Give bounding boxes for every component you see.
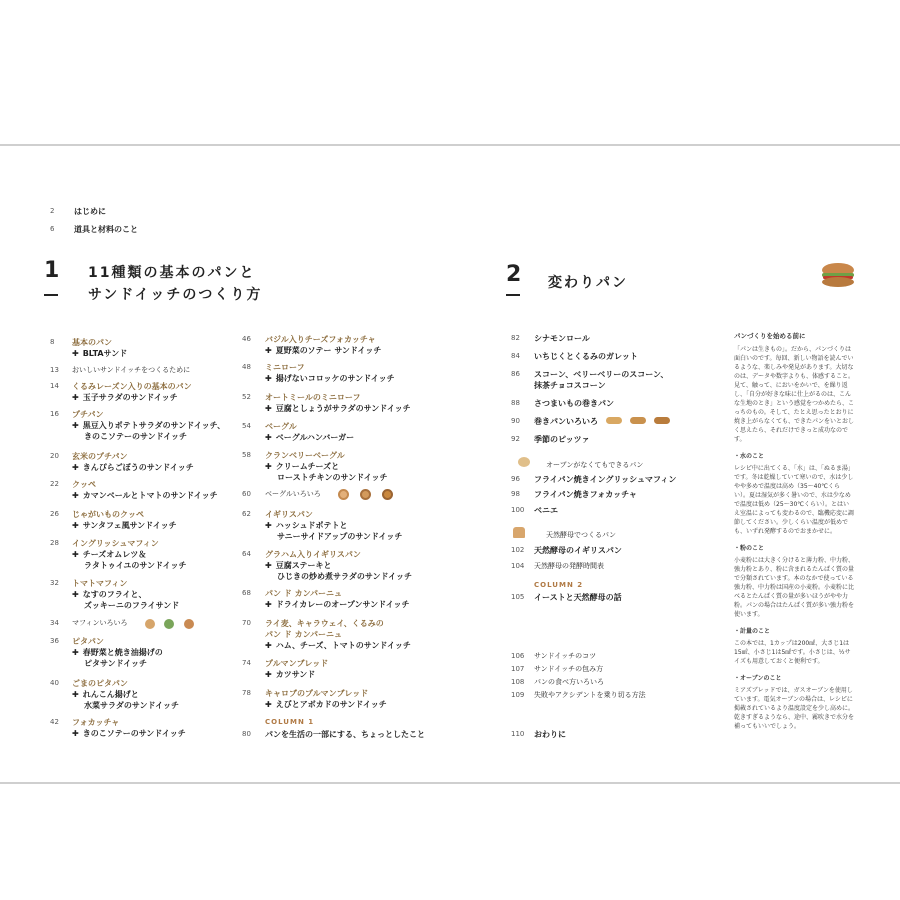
- toc-sub-text: ベーグルハンバーガー: [275, 433, 355, 442]
- bagel-thumb-2: [360, 489, 371, 500]
- toc-sub-text: ハム、チーズ、トマトのサンドイッチ: [275, 641, 411, 650]
- toc-sub-text: ハッシュドポテトと: [275, 521, 348, 530]
- sidebar-section-body: ミアズブレッドでは、ガスオーブンを使用しています。電気オーブンの場合は、レシピに掲載されているより温度設定を少し高めに。乾きすぎるようなら、途中、霧吹きで水分を補ってもいいでしょう。: [734, 687, 855, 730]
- toc-sub-entry: [265, 403, 411, 414]
- toc-entry-title: いちじくとくるみのガレット: [534, 352, 638, 361]
- toc-sub-entry: [265, 599, 410, 610]
- toc-sub-entry: [265, 461, 339, 472]
- page-number: 13: [50, 366, 59, 374]
- toc-sub-entry: [72, 520, 177, 531]
- toc-entry-title-cont: 抹茶チョコスコーン: [534, 381, 606, 390]
- page-number: 52: [242, 393, 251, 401]
- page-number: 78: [242, 689, 251, 697]
- column-label: COLUMN 2: [534, 581, 584, 589]
- toc-entry-title: 天然酵母のイギリスパン: [534, 546, 622, 555]
- sidebar-sections: [734, 452, 854, 731]
- bagel-thumb-1: [338, 489, 349, 500]
- toc-sub-text: ひじきの炒め煮サラダのサンドイッチ: [277, 572, 412, 581]
- toc-entry-title: ベーグル: [265, 422, 297, 431]
- toc-entry-title: サンドイッチのコツ: [534, 652, 597, 660]
- toc-sub-text: ラタトゥイユのサンドイッチ: [84, 561, 187, 570]
- toc-sub-text: チーズオムレツ＆: [82, 550, 147, 559]
- page-number: 20: [50, 452, 59, 460]
- plus-icon: ✚: [265, 641, 272, 650]
- page-number: 26: [50, 510, 59, 518]
- toc-entry-title: フォカッチャ: [72, 718, 120, 727]
- page-number: 86: [511, 370, 520, 378]
- sidebar-section-title: ・計量のこと: [734, 628, 771, 635]
- toc-sub-entry: [72, 600, 179, 611]
- toc-entry-title: ライ麦、キャラウェイ、くるみの: [265, 619, 384, 628]
- toc-sub-entry: [265, 531, 402, 542]
- toc-entry-title: フライパン焼きイングリッシュマフィン: [534, 475, 677, 484]
- plus-icon: ✚: [265, 374, 272, 383]
- toc-entry-title: 失敗やアクシデントを乗り切る方法: [534, 691, 646, 699]
- sidebar-section-body: この本では、1カップは200㎖、大さじ1は15㎖、小さじ1は5㎖です。小さじは、½サイズも用意しておくと便利です。: [734, 640, 851, 665]
- plus-icon: ✚: [72, 463, 79, 472]
- toc-sub-text: なすのフライと、: [82, 590, 147, 599]
- toc-entry-title: イギリスパン: [265, 510, 313, 519]
- muffin-thumb-2: [164, 619, 174, 629]
- toc-entry-title: じゃがいものクッペ: [72, 510, 144, 519]
- page-number: 36: [50, 637, 59, 645]
- sidebar-section-body: レシピ中に出てくる、「水」は、「ぬるま湯」です。冬は乾燥していて寒いので、水は少しやや多めで温度は高め（35～40℃くらい）。夏は湿気が多く暑いので、水は少なめで温度は低め（25～30℃くらい）。とはいえ室温によっても変わるので、臨機応変に調節してください。少しくらい温度が低めでも、いずれ発酵するのでおまかせに。: [734, 465, 854, 535]
- page-number: 98: [511, 490, 520, 498]
- section-2-number: 2: [506, 262, 522, 287]
- sidebar-section-title: ・粉のこと: [734, 545, 765, 552]
- toc-sub-entry: [72, 689, 139, 700]
- toc-entry-title: イングリッシュマフィン: [72, 539, 159, 548]
- toc-sub-text: クリームチーズと: [275, 462, 340, 471]
- plus-icon: ✚: [265, 561, 272, 570]
- natural-yeast-bread-thumb: [513, 527, 525, 538]
- plus-icon: ✚: [72, 521, 79, 530]
- toc-sub-text: ズッキーニのフライサンド: [84, 601, 180, 610]
- toc-entry-title: フライパン焼きフォカッチャ: [534, 490, 637, 499]
- muffin-thumb-3: [184, 619, 194, 629]
- page-number: 84: [511, 352, 520, 360]
- toc-sub-text: サンタフェ風サンドイッチ: [82, 521, 177, 530]
- toc-sub-text: きんぴらごぼうのサンドイッチ: [82, 463, 194, 472]
- toc-sub-entry: [72, 431, 187, 442]
- page-number: 92: [511, 435, 520, 443]
- page-number: 42: [50, 718, 59, 726]
- toc-entry-title: オーブンがなくてもできるパン: [546, 461, 644, 469]
- toc-entry-title: プチパン: [72, 410, 104, 419]
- page-number: 96: [511, 475, 520, 483]
- toc-sub-entry: [72, 647, 163, 658]
- page-number: 70: [242, 619, 251, 627]
- toc-sub-text: 夏野菜のソテー サンドイッチ: [275, 346, 382, 355]
- page-number: 80: [242, 730, 251, 738]
- section-2-dash: [506, 294, 520, 296]
- toc-entry-title: はじめに: [74, 207, 106, 216]
- page-number: 34: [50, 619, 59, 627]
- plus-icon: ✚: [72, 393, 79, 402]
- toc-sub-entry: [72, 392, 178, 403]
- toc-sub-entry: [265, 345, 381, 356]
- plus-icon: ✚: [72, 550, 79, 559]
- toc-entry-title: 天然酵母の発酵時間表: [534, 562, 604, 570]
- page-number: 109: [511, 691, 525, 699]
- plus-icon: ✚: [72, 729, 79, 738]
- page-number: 60: [242, 490, 251, 498]
- toc-sub-text: きのこソテーのサンドイッチ: [84, 432, 188, 441]
- page-number: 108: [511, 678, 525, 686]
- toc-sub-entry: [72, 700, 179, 711]
- toc-sub-entry: [72, 420, 225, 431]
- page-number: 58: [242, 451, 251, 459]
- page-number: 40: [50, 679, 59, 687]
- toc-sub-entry: [265, 373, 395, 384]
- sidebar-section-title: ・オーブンのこと: [734, 675, 782, 682]
- toc-entry-title: トマトマフィン: [72, 579, 128, 588]
- sidebar-section-body: 小麦粉には大きく分けると薄力粉、中力粉、強力粉とあり、粉に含まれるたんぱく質の量で分類されています。本のなかで使っている強力粉、中力粉は国産の小麦粉。小麦粉に比べるとたんぱく質の量が多いほうがやや力粉。パンの場合はたんぱく質が多い強力粉を使います。: [734, 557, 855, 618]
- toc-entry-title: イーストと天然酵母の話: [534, 593, 622, 602]
- toc-entry-title: クランベリーベーグル: [265, 451, 345, 460]
- plus-icon: ✚: [72, 491, 79, 500]
- toc-sub-text: カマンベールとトマトのサンドイッチ: [82, 491, 218, 500]
- toc-sub-entry: [265, 571, 412, 582]
- page-number: 102: [511, 546, 525, 554]
- section-1-number: 1: [44, 258, 60, 283]
- plus-icon: ✚: [72, 690, 79, 699]
- toc-entry-title: くるみレーズン入りの基本のパン: [72, 382, 192, 391]
- sidebar-section-title: ・水のこと: [734, 453, 765, 460]
- page-number: 110: [511, 730, 525, 738]
- page-number: 88: [511, 399, 520, 407]
- toc-entry-title: シナモンロール: [534, 334, 590, 343]
- toc-entry-title: ミニローフ: [265, 363, 305, 372]
- top-border: [0, 144, 900, 146]
- page-number: 14: [50, 382, 59, 390]
- toc-sub-text: サニーサイドアップのサンドイッチ: [277, 532, 403, 541]
- plus-icon: ✚: [72, 648, 79, 657]
- toc-sub-text: カツサンド: [275, 670, 316, 679]
- toc-sub-entry: [265, 699, 387, 710]
- plus-icon: ✚: [265, 404, 272, 413]
- page-number: 100: [511, 506, 525, 514]
- toc-entry-title: スコーン、ベリーベリーのスコーン、: [534, 370, 669, 379]
- page-number: 2: [50, 207, 55, 215]
- toc-entry-title: バジル入りチーズフォカッチャ: [265, 335, 376, 344]
- page-number: 54: [242, 422, 251, 430]
- toc-entry-title: パン ド カンパーニュ: [265, 589, 343, 598]
- toc-sub-entry: [265, 669, 315, 680]
- toc-sub-entry: [265, 640, 411, 651]
- plus-icon: ✚: [265, 700, 272, 709]
- roll-thumb-2: [630, 417, 646, 424]
- toc-entry-title: 基本のパン: [72, 338, 112, 347]
- toc-entry-title: プルマンブレッド: [265, 659, 329, 668]
- toc-entry-title: パンを生活の一部にする、ちょっとしたこと: [265, 730, 425, 739]
- toc-sub-entry: [72, 490, 218, 501]
- bottom-border: [0, 782, 900, 784]
- plus-icon: ✚: [265, 462, 272, 471]
- page-number: 107: [511, 665, 525, 673]
- toc-sub-entry: [72, 560, 186, 571]
- toc-sub-text: ローストチキンのサンドイッチ: [277, 473, 388, 482]
- toc-sub-entry: [265, 520, 348, 531]
- page-number: 105: [511, 593, 525, 601]
- toc-sub-text: 豆腐としょうがサラダのサンドイッチ: [275, 404, 411, 413]
- toc-sub-entry: [265, 472, 388, 483]
- plus-icon: ✚: [265, 433, 272, 442]
- toc-sub-entry: [265, 432, 354, 443]
- toc-sub-entry: [72, 658, 147, 669]
- page-number: 28: [50, 539, 59, 547]
- toc-entry-title: ごまのピタパン: [72, 679, 128, 688]
- toc-sub-text: 春野菜と焼き油揚げの: [82, 648, 163, 657]
- toc-entry-title: マフィンいろいろ: [72, 619, 128, 627]
- toc-entry-title: パンの食べ方いろいろ: [534, 678, 604, 686]
- page-number: 16: [50, 410, 59, 418]
- toc-entry-title-cont: パン ド カンパーニュ: [265, 630, 343, 639]
- page-number: 22: [50, 480, 59, 488]
- toc-entry-title: 季節のピッツァ: [534, 435, 590, 444]
- plus-icon: ✚: [72, 349, 79, 358]
- toc-sub-entry: [72, 348, 127, 359]
- page-number: 62: [242, 510, 251, 518]
- toc-sub-text: ドライカレーのオープンサンドイッチ: [275, 600, 410, 609]
- page-number: 106: [511, 652, 525, 660]
- plus-icon: ✚: [72, 590, 79, 599]
- section-2-title: 変わりパン: [548, 275, 628, 291]
- toc-entry-title: キャロブのプルマンブレッド: [265, 689, 369, 698]
- page-number: 68: [242, 589, 251, 597]
- page-number: 64: [242, 550, 251, 558]
- toc-sub-text: れんこん揚げと: [82, 690, 139, 699]
- toc-sub-entry: [72, 462, 194, 473]
- muffin-pan-thumb: [518, 457, 530, 467]
- sidebar: [734, 332, 854, 739]
- page-number: 74: [242, 659, 251, 667]
- toc-entry-title: ベニエ: [534, 506, 558, 515]
- toc-sub-text: 黒豆入りポテトサラダのサンドイッチ、: [82, 421, 226, 430]
- column-label: COLUMN 1: [265, 718, 315, 726]
- toc-entry-title: グラハム入りイギリスパン: [265, 550, 361, 559]
- toc-sub-text: 豆腐ステーキと: [275, 561, 332, 570]
- toc-sub-text: えびとアボカドのサンドイッチ: [275, 700, 387, 709]
- toc-sub-entry: [72, 728, 186, 739]
- toc-entry-title: サンドイッチの包み方: [534, 665, 604, 673]
- plus-icon: ✚: [265, 670, 272, 679]
- muffin-thumb-1: [145, 619, 155, 629]
- page-number: 46: [242, 335, 251, 343]
- toc-sub-text: きのこソテーのサンドイッチ: [82, 729, 186, 738]
- page-number: 32: [50, 579, 59, 587]
- roll-thumb-1: [606, 417, 622, 424]
- toc-entry-title: オートミールのミニローフ: [265, 393, 361, 402]
- toc-entry-title: さつまいもの巻きパン: [534, 399, 614, 408]
- toc-sub-text: BLTAサンド: [82, 349, 128, 358]
- toc-sub-text: 玉子サラダのサンドイッチ: [82, 393, 178, 402]
- toc-entry-title: クッペ: [72, 480, 96, 489]
- page-number: 104: [511, 562, 525, 570]
- roll-thumb-3: [654, 417, 670, 424]
- section-1-dash: [44, 294, 58, 296]
- toc-sub-text: 揚げないコロッケのサンドイッチ: [275, 374, 395, 383]
- page-number: 90: [511, 417, 520, 425]
- page-number: 48: [242, 363, 251, 371]
- toc-sub-entry: [72, 549, 146, 560]
- toc-entry-title: 天然酵母でつくるパン: [546, 531, 616, 539]
- toc-entry-title: おわりに: [534, 730, 566, 739]
- sidebar-heading: パンづくりを始める前に: [734, 332, 806, 340]
- bagel-thumb-3: [382, 489, 393, 500]
- toc-sub-text: ピタサンドイッチ: [84, 659, 148, 668]
- toc-sub-entry: [72, 589, 146, 600]
- toc-entry-title: 巻きパンいろいろ: [534, 417, 598, 426]
- sidebar-intro: 「パンは生きもの」。だから、パンづくりは面白いのです。毎回、新しい物語を読んでいるような、楽しみや発見があります。大切なのは、データや数字よりも、体感すること。見て、触って、においをかいで、を繰り返し、「自分が好きな味に仕上がるのは、こんな生地のとき」という感覚をつかめたら、こっちのもの。そして、たとえ思ったとおりに焼き上がらなくても、できたパンをいとおしく思えたら、それだけできっと成功なのです。: [734, 346, 855, 443]
- toc-sub-entry: [265, 560, 332, 571]
- page-number: 6: [50, 225, 55, 233]
- section-1-title-line2: サンドイッチのつくり方: [88, 287, 263, 303]
- sandwich-illustration: [818, 262, 858, 288]
- page-number: 82: [511, 334, 520, 342]
- toc-entry-title: ピタパン: [72, 637, 104, 646]
- toc-sub-text: 水菜サラダのサンドイッチ: [84, 701, 179, 710]
- plus-icon: ✚: [265, 346, 272, 355]
- toc-entry-title: 玄米のプチパン: [72, 452, 128, 461]
- toc-entry-title: おいしいサンドイッチをつくるために: [72, 366, 191, 374]
- section-1-title-line1: 11種類の基本のパンと: [88, 265, 256, 281]
- toc-entry-title: ベーグルいろいろ: [265, 490, 321, 498]
- page-number: 8: [50, 338, 55, 346]
- plus-icon: ✚: [265, 521, 272, 530]
- plus-icon: ✚: [265, 600, 272, 609]
- toc-entry-title: 道具と材料のこと: [74, 225, 138, 234]
- plus-icon: ✚: [72, 421, 79, 430]
